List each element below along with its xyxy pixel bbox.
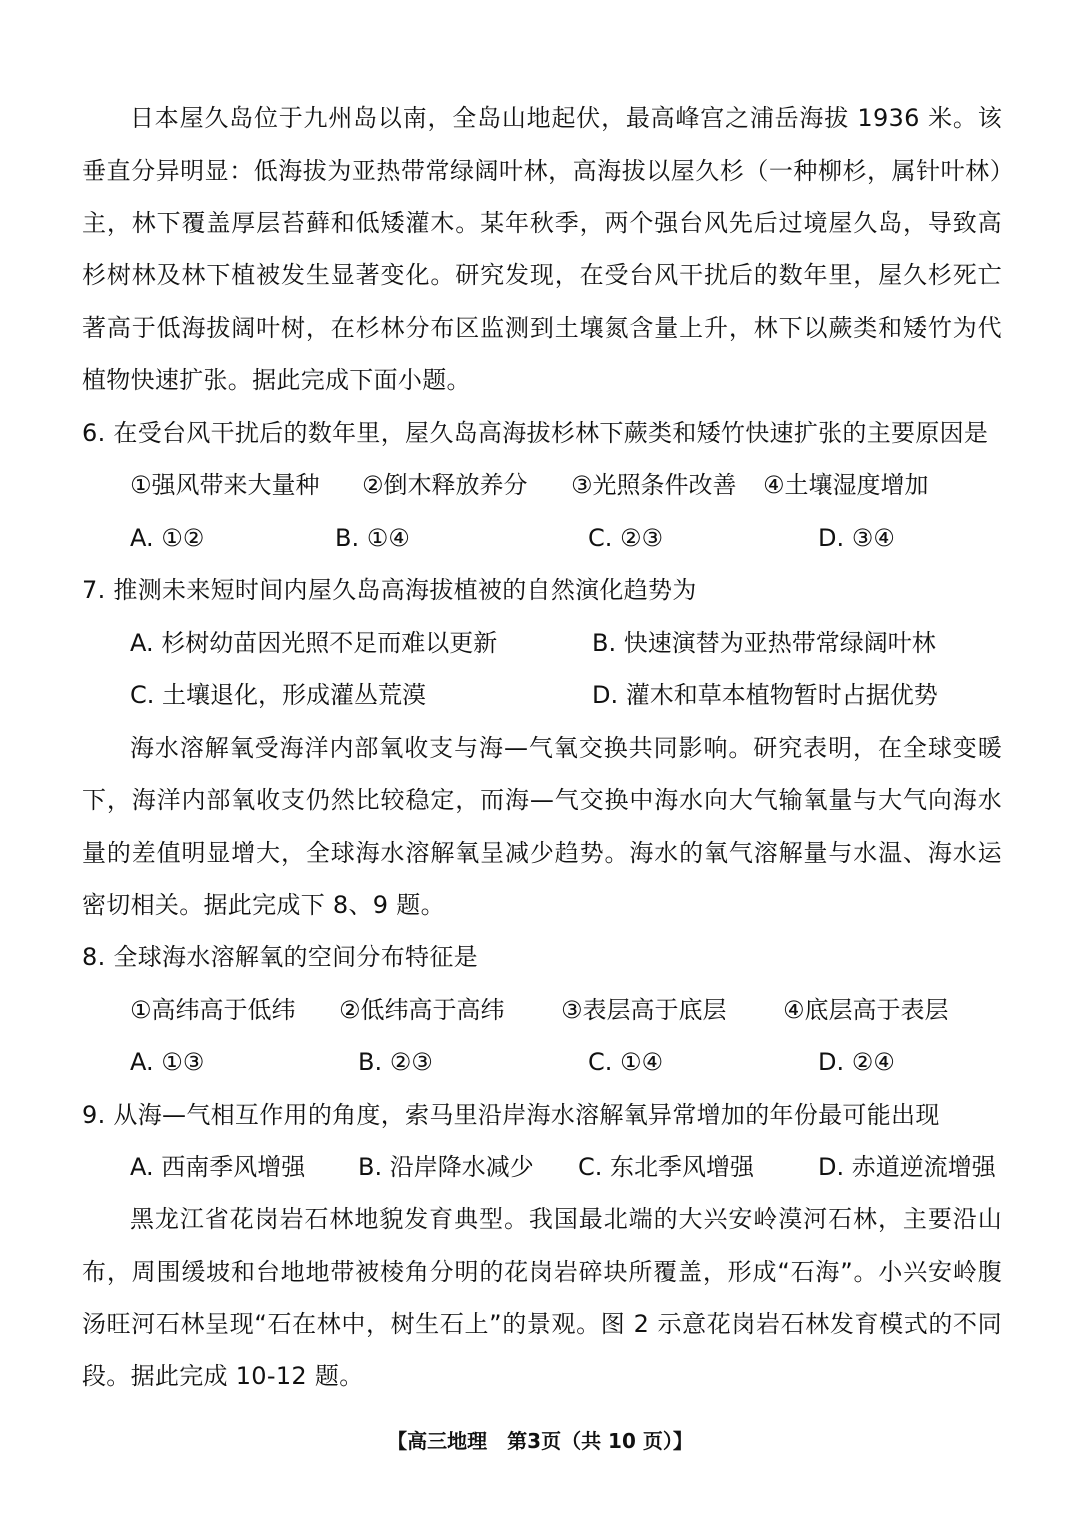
q8-option-b: B. ②③: [358, 1048, 433, 1076]
q7-option-a: A. 杉树幼苗因光照不足而难以更新: [130, 629, 498, 657]
q8-option-c: C. ①④: [588, 1048, 664, 1076]
q6-option-b: B. ①④: [335, 524, 410, 552]
passage3-line-4: 段。据此完成 10-12 题。: [82, 1362, 364, 1390]
q8-option-a: A. ①③: [130, 1048, 205, 1076]
passage2-line-2: 下，海洋内部氧收支仍然比较稳定，而海—气交换中海水向大气输氧量与大气向海水: [82, 786, 1002, 814]
q9-option-c: C. 东北季风增强: [578, 1153, 755, 1181]
q8-item-1: ①高纬高于低纬: [130, 996, 296, 1024]
q8-item-3: ③表层高于底层: [561, 996, 727, 1024]
passage3-line-2: 布，周围缓坡和台地地带被棱角分明的花岗岩碎块所覆盖，形成“石海”。小兴安岭腹: [82, 1258, 1002, 1286]
q6-item-4: ④土壤湿度增加: [763, 471, 929, 499]
question-9-stem: 9. 从海—气相互作用的角度，索马里沿岸海水溶解氧异常增加的年份最可能出现: [82, 1101, 940, 1129]
passage1-line-6: 植物快速扩张。据此完成下面小题。: [82, 366, 471, 394]
q6-item-1: ①强风带来大量种: [130, 471, 320, 499]
passage1-line-3: 主，林下覆盖厚层苔藓和低矮灌木。某年秋季，两个强台风先后过境屋久岛，导致高: [82, 209, 1002, 237]
passage1-line-5: 著高于低海拔阔叶树，在杉林分布区监测到土壤氮含量上升，林下以蕨类和矮竹为代: [82, 314, 1002, 342]
q6-option-a: A. ①②: [130, 524, 205, 552]
passage1-line-1: 日本屋久岛位于九州岛以南，全岛山地起伏，最高峰宫之浦岳海拔 1936 米。该: [130, 104, 1002, 132]
passage3-line-1: 黑龙江省花岗岩石林地貌发育典型。我国最北端的大兴安岭漠河石林，主要沿山: [130, 1205, 1002, 1233]
question-8-stem: 8. 全球海水溶解氧的空间分布特征是: [82, 943, 478, 971]
q6-item-2: ②倒木释放养分: [362, 471, 528, 499]
q7-option-d: D. 灌木和草本植物暂时占据优势: [592, 681, 938, 709]
passage2-line-3: 量的差值明显增大，全球海水溶解氧呈减少趋势。海水的氧气溶解量与水温、海水运: [82, 839, 1002, 867]
question-6-stem: 6. 在受台风干扰后的数年里，屋久岛高海拔杉林下蕨类和矮竹快速扩张的主要原因是: [82, 419, 989, 447]
q8-option-d: D. ②④: [818, 1048, 895, 1076]
q9-option-a: A. 西南季风增强: [130, 1153, 306, 1181]
page-footer: 【高三地理 第3页（共 10 页）】: [387, 1429, 693, 1453]
q8-item-4: ④底层高于表层: [783, 996, 949, 1024]
q6-item-3: ③光照条件改善: [571, 471, 737, 499]
q9-option-b: B. 沿岸降水减少: [358, 1153, 534, 1181]
q7-option-b: B. 快速演替为亚热带常绿阔叶林: [592, 629, 936, 657]
passage2-line-4: 密切相关。据此完成下 8、9 题。: [82, 891, 445, 919]
q7-option-c: C. 土壤退化，形成灌丛荒漠: [130, 681, 427, 709]
q6-option-d: D. ③④: [818, 524, 895, 552]
passage2-line-1: 海水溶解氧受海洋内部氧收支与海—气氧交换共同影响。研究表明，在全球变暖: [130, 734, 1002, 762]
q6-option-c: C. ②③: [588, 524, 664, 552]
passage1-line-2: 垂直分异明显：低海拔为亚热带常绿阔叶林，高海拔以屋久杉（一种柳杉，属针叶林）: [82, 157, 1002, 185]
q8-item-2: ②低纬高于高纬: [339, 996, 505, 1024]
passage3-line-3: 汤旺河石林呈现“石在林中，树生石上”的景观。图 2 示意花岗岩石林发育模式的不同: [82, 1310, 1002, 1338]
question-7-stem: 7. 推测未来短时间内屋久岛高海拔植被的自然演化趋势为: [82, 576, 697, 604]
q9-option-d: D. 赤道逆流增强: [818, 1153, 996, 1181]
passage1-line-4: 杉树林及林下植被发生显著变化。研究发现，在受台风干扰后的数年里，屋久杉死亡: [82, 261, 1002, 289]
